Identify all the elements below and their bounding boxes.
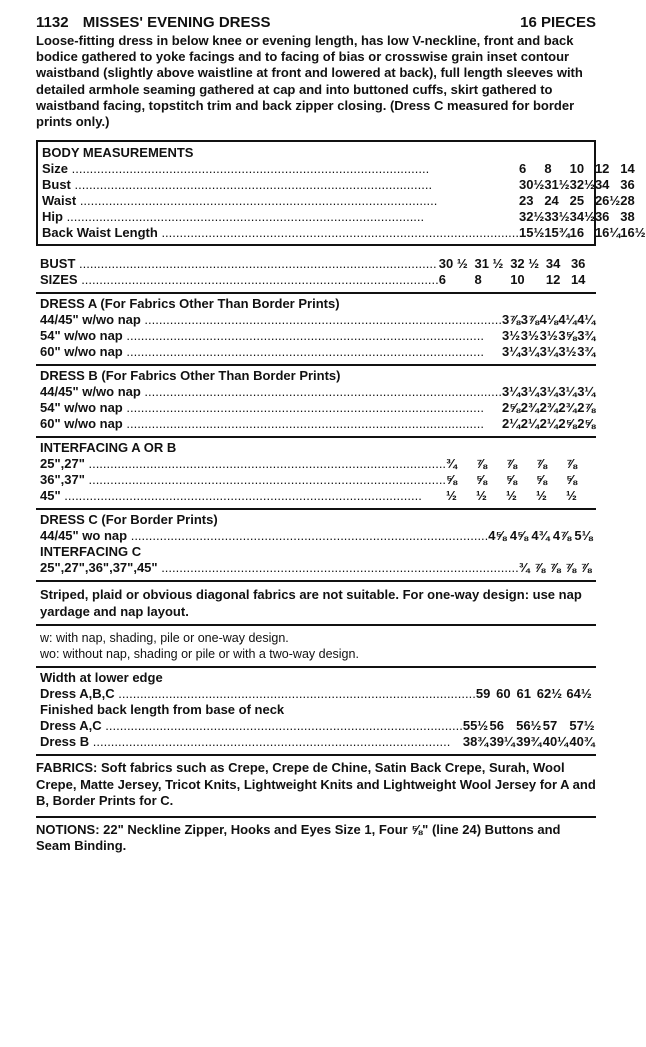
- width-lower-edge-table: [40, 686, 596, 702]
- row-value: 61: [516, 686, 531, 702]
- sizes-header-table: [40, 256, 596, 288]
- row-label: 54" w/wo nap .....: [40, 400, 502, 416]
- row-value: 2¼: [520, 416, 539, 432]
- row-value: 40¾: [569, 734, 595, 750]
- row-value: ½: [446, 488, 457, 504]
- nap-definitions: [36, 626, 596, 666]
- row-value: 57: [542, 718, 558, 734]
- pattern-number: 1132: [36, 14, 69, 31]
- row-value: 3¾: [577, 328, 596, 344]
- row-value: 3¼: [502, 344, 521, 360]
- row-value: ¾: [446, 456, 457, 472]
- interfacing-c-title: INTERFACING C: [40, 544, 142, 560]
- row-value: ⅞: [580, 560, 592, 576]
- measurement-row: [42, 209, 646, 225]
- row-label: 44/45" w/wo nap .....: [40, 312, 502, 328]
- dress-c-title: DRESS C (For Border Prints): [40, 512, 218, 528]
- dress-c-table: [40, 528, 596, 544]
- measurement-row: [42, 161, 646, 177]
- row-value: 3¼: [539, 344, 558, 360]
- row-value: 39¾: [516, 734, 542, 750]
- body-measurements-box: [36, 140, 646, 246]
- row-value: 3⅝: [558, 328, 577, 344]
- row-value: 57½: [569, 718, 595, 734]
- row-value: ⅝: [565, 472, 577, 488]
- row-value: 2¾: [558, 400, 577, 416]
- measurement-row: [40, 686, 596, 702]
- pattern-envelope-back: [36, 0, 646, 861]
- pieces-count: 16 PIECES: [520, 14, 596, 31]
- measurement-row: [42, 193, 646, 209]
- row-value: 28: [620, 193, 635, 209]
- row-label: SIZES .....: [40, 272, 439, 288]
- row-value: 16¼: [594, 225, 621, 241]
- row-value: 59: [475, 686, 491, 702]
- row-label: Dress B .....: [40, 734, 463, 750]
- row-value: 12: [545, 272, 561, 288]
- dress-a-table: [40, 312, 596, 360]
- row-value: 10: [510, 272, 525, 288]
- row-value: 32 ½: [510, 256, 540, 272]
- row-label: 60" w/wo nap .....: [40, 416, 502, 432]
- row-label: Hip .....: [42, 209, 519, 225]
- row-value: 26½: [594, 193, 621, 209]
- row-value: 2⅝: [502, 400, 521, 416]
- sizes-header-section: [36, 254, 596, 292]
- dress-b-title: DRESS B (For Fabrics Other Than Border Prints): [40, 368, 341, 384]
- interfacing-c-table: [40, 560, 596, 576]
- without-nap-definition: wo: without nap, shading or pile or with a two-way design.: [40, 647, 359, 662]
- row-value: 31½: [544, 177, 570, 193]
- measurement-row: [40, 328, 596, 344]
- dress-c-section: [36, 510, 596, 580]
- row-value: ⅝: [536, 472, 547, 488]
- row-value: 60: [496, 686, 511, 702]
- row-value: 15½: [519, 225, 545, 241]
- row-value: 3¼: [558, 384, 577, 400]
- interfacing-ab-table: [40, 456, 596, 504]
- row-value: 2¾: [520, 400, 539, 416]
- row-value: ⅞: [549, 560, 561, 576]
- row-value: 34½: [569, 209, 595, 225]
- row-value: 6: [519, 161, 527, 177]
- measurement-row: [42, 225, 646, 241]
- row-value: 64½: [566, 686, 592, 702]
- measurement-row: [40, 416, 596, 432]
- dress-a-section: [36, 294, 596, 364]
- row-value: 32½: [519, 209, 545, 225]
- row-value: 31 ½: [474, 256, 504, 272]
- measurement-row: [40, 734, 596, 750]
- with-nap-definition: w: with nap, shading, pile or one-way design.: [40, 631, 289, 646]
- row-value: 23: [519, 193, 534, 209]
- row-value: ⅞: [506, 456, 517, 472]
- row-value: ⅝: [446, 472, 457, 488]
- measurement-row: [40, 528, 596, 544]
- row-value: 3½: [539, 328, 558, 344]
- row-label: Dress A,B,C .....: [40, 686, 476, 702]
- row-label: 25",27",36",37",45" .....: [40, 560, 519, 576]
- measurement-row: [40, 384, 596, 400]
- row-value: ⅞: [534, 560, 546, 576]
- row-value: 40¼: [542, 734, 569, 750]
- row-value: 56: [489, 718, 504, 734]
- row-value: 3¼: [520, 344, 539, 360]
- row-value: 36: [570, 256, 586, 272]
- dress-b-section: [36, 366, 596, 436]
- row-value: 24: [544, 193, 559, 209]
- measurement-row: [40, 718, 596, 734]
- measurement-row: [40, 256, 596, 272]
- row-value: ⅞: [476, 456, 487, 472]
- width-lower-edge-section: [36, 668, 596, 754]
- row-label: BUST .....: [40, 256, 439, 272]
- row-value: 55½: [462, 718, 489, 734]
- fabrics-text: FABRICS: Soft fabrics such as Crepe, Crepe de Chine, Satin Back Crepe, Surah, Wool Crepe, Matte Jersey, Tricot Knits, Lightweight Knits and Lightweight Wool Jersey for A and B, Border Prints for C.: [36, 760, 596, 809]
- row-value: 34: [545, 256, 561, 272]
- row-value: 3½: [558, 344, 577, 360]
- row-value: 3¼: [539, 384, 558, 400]
- row-value: 4⅝: [509, 528, 528, 544]
- row-value: 4¼: [577, 312, 596, 328]
- row-value: 2¼: [502, 416, 521, 432]
- row-value: 2¾: [539, 400, 558, 416]
- row-value: 16: [569, 225, 585, 241]
- back-length-table: [40, 718, 596, 750]
- row-value: 38: [620, 209, 635, 225]
- row-value: 25: [569, 193, 585, 209]
- row-label: 36",37" .....: [40, 472, 446, 488]
- row-value: ⅞: [536, 456, 547, 472]
- row-value: 3⅞: [502, 312, 521, 328]
- notions-text: NOTIONS: 22" Neckline Zipper, Hooks and Eyes Size 1, Four ⅝" (line 24) Buttons and Seam Binding.: [36, 821, 561, 854]
- row-value: 5⅛: [574, 528, 593, 544]
- unsuitable-fabrics-note: Striped, plaid or obvious diagonal fabrics are not suitable. For one-way design: use nap yardage and nap layout.: [40, 587, 582, 620]
- back-length-title: Finished back length from base of neck: [40, 702, 285, 718]
- dress-b-table: [40, 384, 596, 432]
- row-value: 2⅝: [577, 416, 596, 432]
- measurement-row: [40, 272, 596, 288]
- row-value: 33½: [544, 209, 570, 225]
- row-value: 3⅞: [520, 312, 539, 328]
- row-label: Back Waist Length .....: [42, 225, 519, 241]
- row-label: 44/45" wo nap .....: [40, 528, 488, 544]
- row-value: 4⅝: [488, 528, 507, 544]
- row-value: 4¼: [558, 312, 577, 328]
- interfacing-ab-section: [36, 438, 596, 508]
- row-label: Dress A,C .....: [40, 718, 463, 734]
- row-value: ⅞: [565, 560, 576, 576]
- row-value: 3¼: [520, 384, 539, 400]
- pattern-header: [36, 14, 596, 31]
- row-value: 15¾: [544, 225, 570, 241]
- measurement-row: [40, 312, 596, 328]
- row-value: ½: [536, 488, 547, 504]
- interfacing-ab-title: INTERFACING A OR B: [40, 440, 177, 456]
- row-value: 36: [620, 177, 635, 193]
- row-value: ⅞: [565, 456, 577, 472]
- row-value: 2⅞: [577, 400, 596, 416]
- row-value: 3½: [520, 328, 539, 344]
- row-value: 38¾: [462, 734, 489, 750]
- row-label: 45" .....: [40, 488, 446, 504]
- row-label: 60" w/wo nap .....: [40, 344, 502, 360]
- row-label: Bust .....: [42, 177, 519, 193]
- width-lower-edge-title: Width at lower edge: [40, 670, 163, 686]
- row-value: ⅝: [476, 472, 487, 488]
- row-value: 34: [594, 177, 610, 193]
- row-value: 16½: [620, 225, 646, 241]
- row-value: ⅝: [506, 472, 517, 488]
- row-value: 3¼: [502, 384, 521, 400]
- pattern-title: MISSES' EVENING DRESS: [82, 14, 271, 31]
- row-label: Waist .....: [42, 193, 519, 209]
- row-value: 56½: [516, 718, 542, 734]
- row-value: 2⅝: [558, 416, 577, 432]
- measurement-row: [42, 177, 646, 193]
- body-measurements-title: BODY MEASUREMENTS: [42, 145, 194, 161]
- row-value: 62½: [536, 686, 563, 702]
- row-value: ½: [506, 488, 517, 504]
- body-measurements-table: [42, 161, 646, 241]
- row-value: ½: [565, 488, 577, 504]
- pattern-description: Loose-fitting dress in below knee or evening length, has low V-neckline, front and back bodice gathered to yoke facings and to facing of bias or crosswise grain inset contour waistband (slightly above waistline at front and lowered at back), full length sleeves with detailed armhole seaming gathered at cap and into buttoned cuffs, skirt gathered to waistband facing, topstitch trim and back zipper closing. (Dress C measured for border prints only.): [36, 33, 583, 130]
- row-value: 30 ½: [438, 256, 468, 272]
- row-label: 25",27" .....: [40, 456, 446, 472]
- row-value: 2¼: [539, 416, 558, 432]
- measurement-row: [40, 472, 596, 488]
- row-value: 36: [594, 209, 610, 225]
- row-value: ¾: [518, 560, 530, 576]
- row-value: 8: [474, 272, 482, 288]
- row-value: 4⅞: [552, 528, 571, 544]
- row-value: 3½: [502, 328, 521, 344]
- measurement-row: [40, 400, 596, 416]
- measurement-row: [40, 456, 596, 472]
- row-value: ½: [476, 488, 487, 504]
- row-value: 39¼: [489, 734, 515, 750]
- row-value: 14: [620, 161, 635, 177]
- row-value: 6: [438, 272, 446, 288]
- row-value: 12: [594, 161, 610, 177]
- row-value: 3¾: [577, 344, 596, 360]
- row-value: 30½: [519, 177, 545, 193]
- row-label: 54" w/wo nap .....: [40, 328, 502, 344]
- row-value: 10: [569, 161, 585, 177]
- row-value: 32½: [569, 177, 595, 193]
- row-label: Size .....: [42, 161, 519, 177]
- row-value: 8: [544, 161, 552, 177]
- dress-a-title: DRESS A (For Fabrics Other Than Border Prints): [40, 296, 340, 312]
- measurement-row: [40, 488, 596, 504]
- measurement-row: [40, 344, 596, 360]
- measurement-row: [40, 560, 596, 576]
- row-value: 14: [570, 272, 586, 288]
- row-value: 4⅛: [539, 312, 558, 328]
- row-label: 44/45" w/wo nap .....: [40, 384, 502, 400]
- row-value: 3¼: [577, 384, 596, 400]
- row-value: 4¾: [531, 528, 550, 544]
